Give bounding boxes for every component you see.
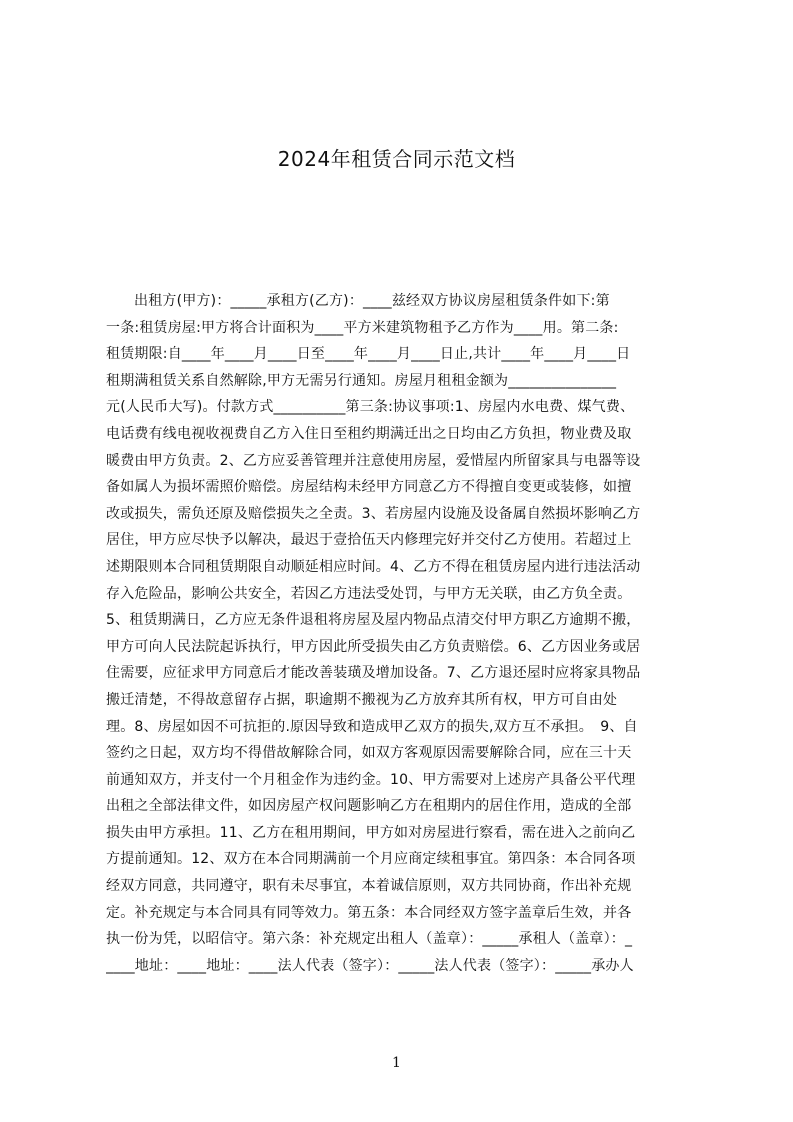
body-line: 出租方(甲方)：_____承租方(乙方)：____兹经双方协议房屋租赁条件如下:第 bbox=[134, 293, 610, 309]
body-line: 一条:租赁房屋:甲方将合计面积为____平方米建筑物租予乙方作为____用。第二条: bbox=[106, 319, 619, 336]
page-number: 1 bbox=[392, 1055, 401, 1071]
body-line: 前通知双方，并支付一个月租金作为违约金。10、甲方需要对上述房产具备公平代理 bbox=[106, 771, 636, 788]
body-line: 住需要，应征求甲方同意后才能改善装璜及增加设备。7、乙方退还屋时应将家具物品 bbox=[106, 665, 641, 682]
body-line: 电话费有线电视收视费自乙方入住日至租约期满迁出之日均由乙方负担，物业费及取 bbox=[106, 425, 632, 442]
body-line: 经双方同意，共同遵守，职有未尽事宜，本着诚信原则，双方共同协商，作出补充规 bbox=[106, 878, 632, 895]
contract-body bbox=[106, 288, 698, 979]
body-line: 损失由甲方承担。11、乙方在租用期间，甲方如对房屋进行察看，需在进入之前向乙 bbox=[106, 824, 636, 841]
body-line: 居住，甲方应尽快予以解决，最迟于壹拾伍天内修理完好并交付乙方使用。若超过上 bbox=[106, 532, 632, 549]
body-line: 签约之日起，双方均不得借故解除合同，如双方客观原因需要解除合同，应在三十天 bbox=[106, 745, 632, 762]
body-line: 方提前通知。12、双方在本合同期满前一个月应商定续租事宜。第四条：本合同各项 bbox=[106, 851, 636, 868]
body-line: 搬迁清楚，不得故意留存占据，职逾期不搬视为乙方放弃其所有权，甲方可自由处 bbox=[106, 691, 618, 708]
document-title: 2024年租赁合同示范文档 bbox=[277, 147, 516, 171]
body-line: 备如属人为损坏需照价赔偿。房屋结构未经甲方同意乙方不得擅自变更或装修，如擅 bbox=[106, 479, 632, 496]
body-line: 执一份为凭，以昭信守。第六条：补充规定出租人（盖章）：_____承租人（盖章）：_ bbox=[106, 931, 633, 948]
body-line: 租赁期限:自____年____月____日至____年____月____日止,共计____年____月____日 bbox=[106, 346, 631, 363]
body-line: ____地址：____地址：____法人代表（签字）：_____法人代表（签字）：_____承办人 bbox=[106, 957, 634, 974]
body-line: 理。8、房屋如因不可抗拒的.原因导致和造成甲乙双方的损失,双方互不承担。 9、自 bbox=[106, 718, 638, 735]
body-line: 租期满租赁关系自然解除,甲方无需另行通知。房屋月租租金额为_______________ bbox=[106, 372, 617, 389]
body-line: 存入危险品，影响公共安全，若因乙方违法受处罚，与甲方无关联，由乙方负全责。 bbox=[106, 585, 632, 602]
body-line: 定。补充规定与本合同具有同等效力。第五条：本合同经双方签字盖章后生效，并各 bbox=[106, 904, 632, 921]
body-line: 出租之全部法律文件，如因房屋产权问题影响乙方在租期内的居住作用，造成的全部 bbox=[106, 798, 632, 815]
body-line: 元(人民币大写)。付款方式__________第三条:协议事项:1、房屋内水电费、煤气费、 bbox=[106, 399, 635, 416]
body-line: 改或损失，需负还原及赔偿损失之全责。3、若房屋内设施及设备属自然损坏影响乙方 bbox=[106, 505, 641, 522]
body-line: 暖费由甲方负责。2、乙方应妥善管理并注意使用房屋，爱惜屋内所留家具与电器等设 bbox=[106, 452, 641, 469]
body-line: 5、租赁期满日，乙方应无条件退租将房屋及屋内物品点清交付甲方职乙方逾期不搬， bbox=[106, 612, 641, 629]
body-line: 述期限则本合同租赁期限自动顺延相应时间。4、乙方不得在租赁房屋内进行违法活动 bbox=[106, 558, 641, 575]
body-line: 甲方可向人民法院起诉执行，甲方因此所受损失由乙方负责赔偿。6、乙方因业务或居 bbox=[106, 638, 641, 655]
